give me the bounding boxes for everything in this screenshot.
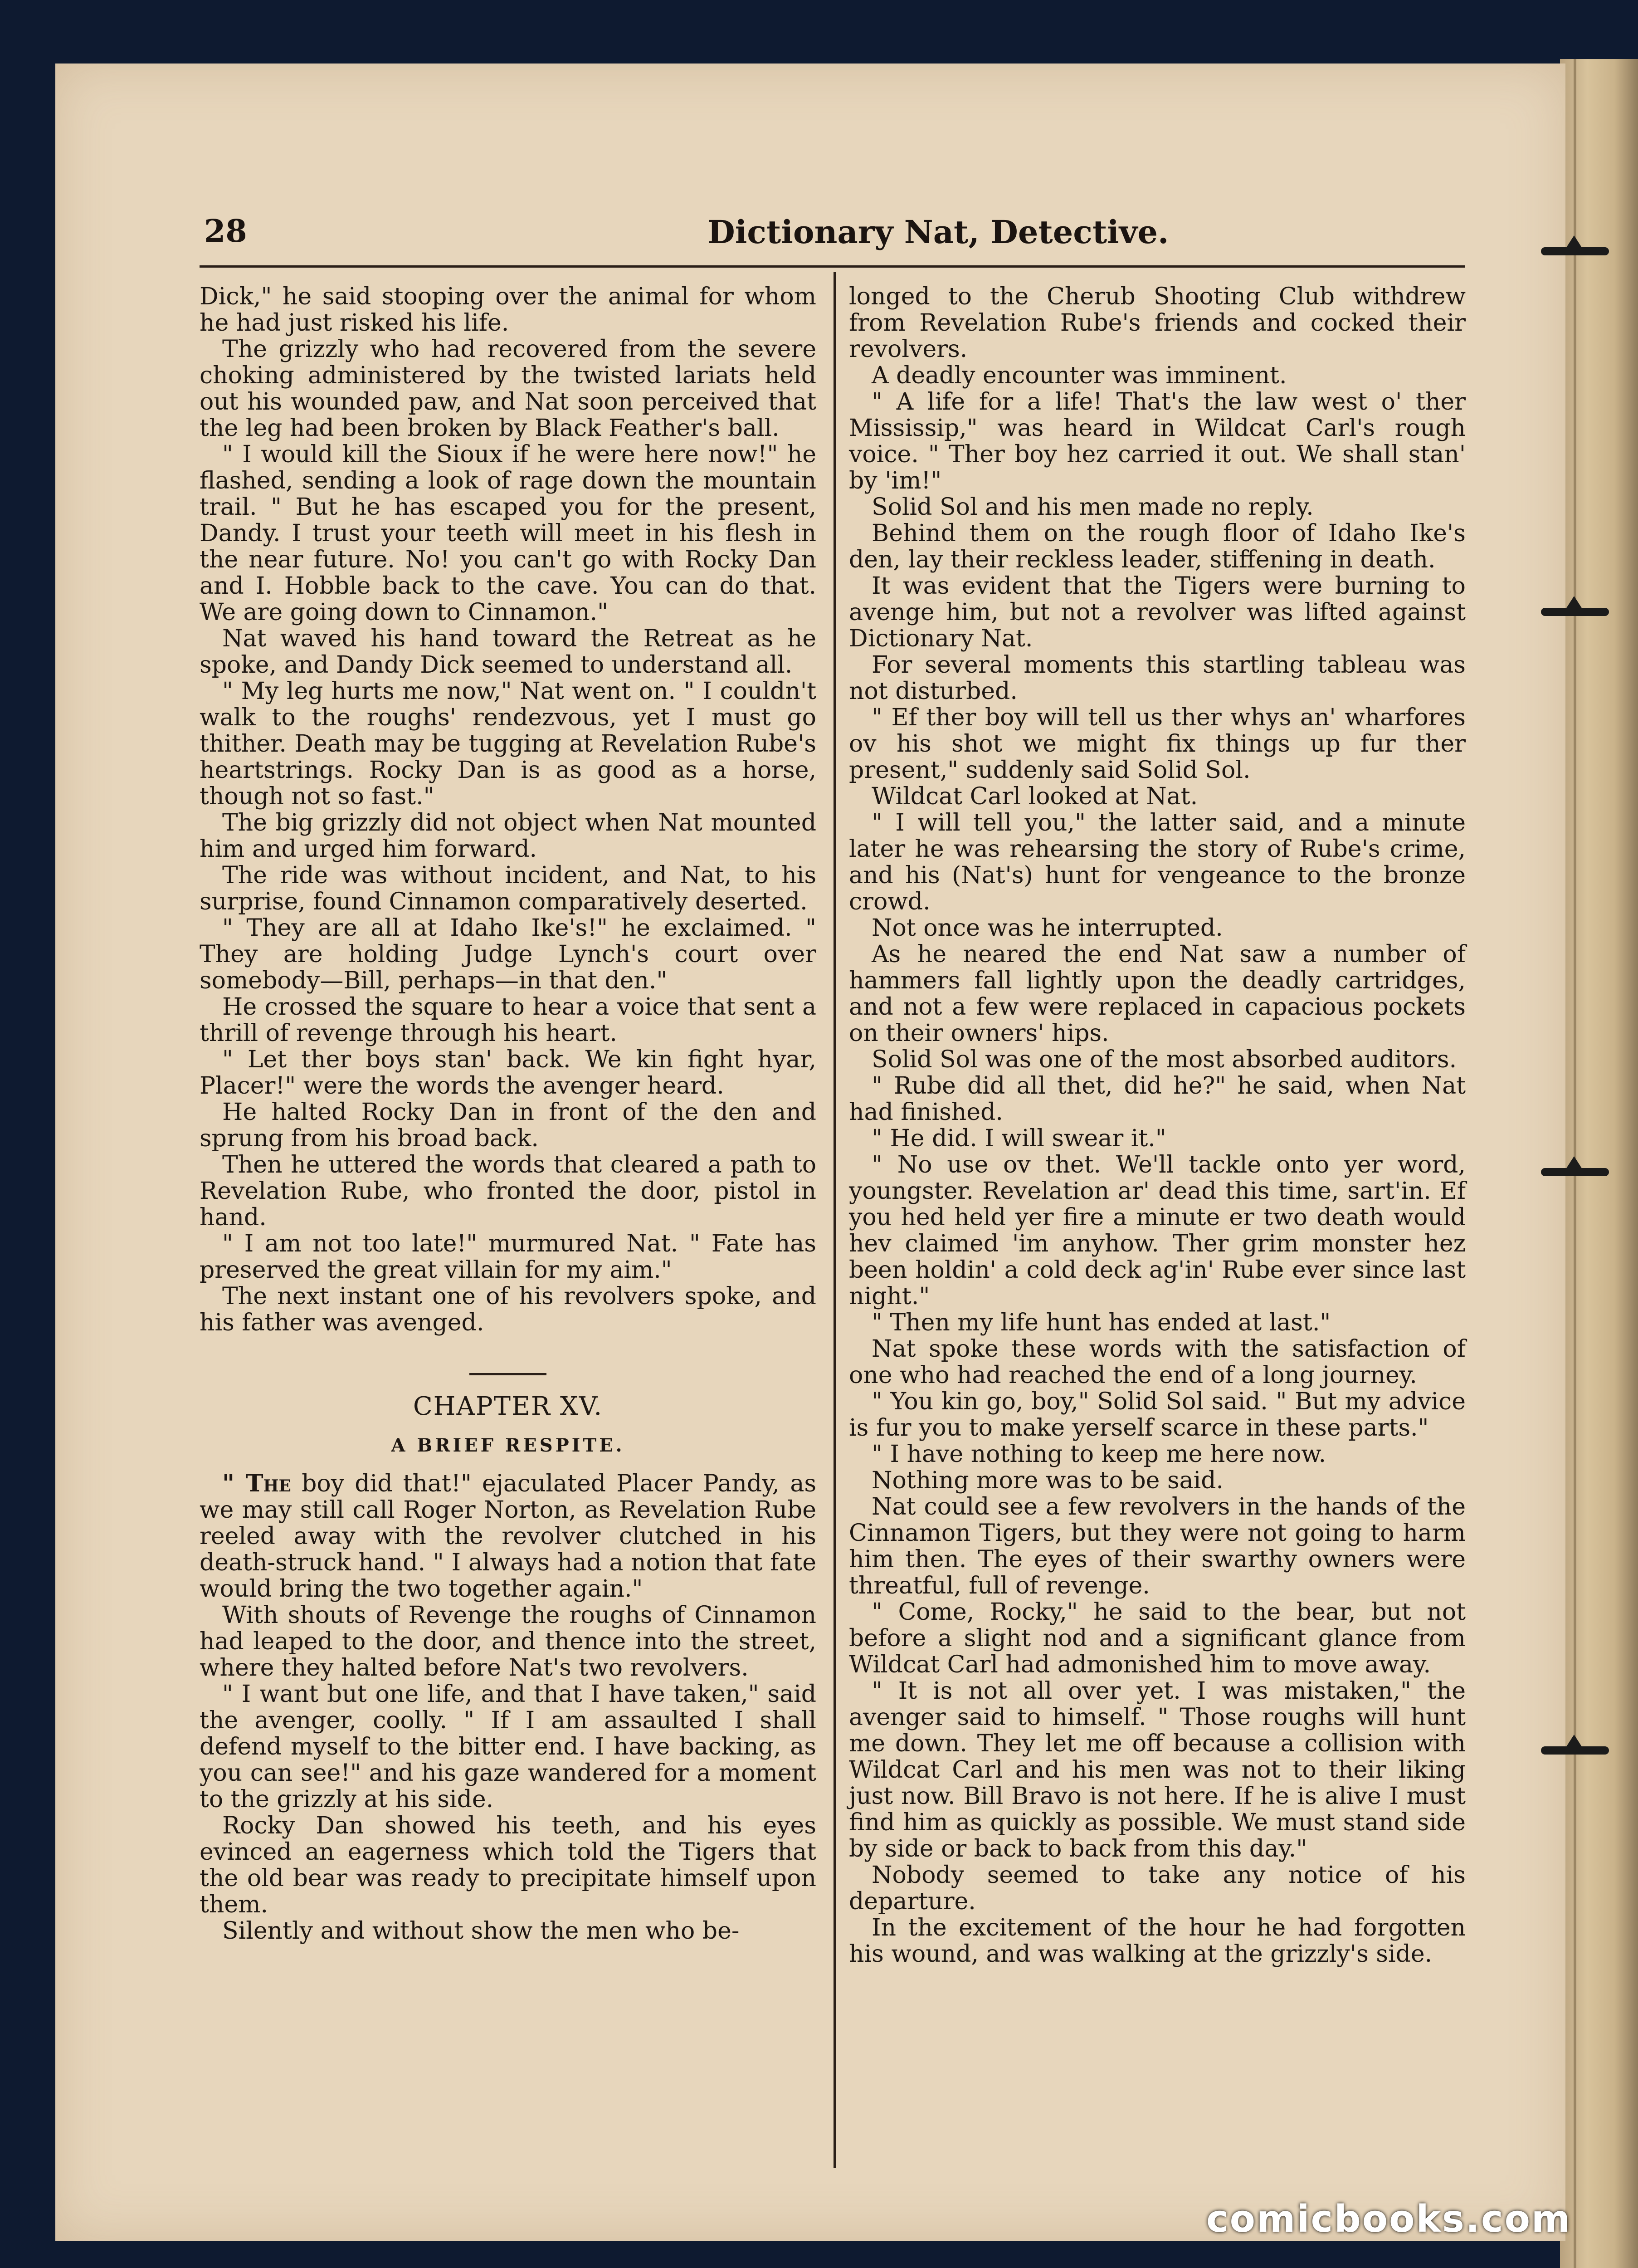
paragraph: It was evident that the Tigers were burning to avenge him, but not a revolver was lifted against Dictionary Nat.	[849, 572, 1466, 652]
paragraph: Solid Sol and his men made no reply.	[872, 494, 1314, 521]
paragraph: " No use ov thet. We'll tackle onto yer word, youngster. Revelation ar' dead this time, sart'in. Ef you hed held yer fire a minute er two death would hev claimed 'im anyhow. Ther grim monster hez been holdin' a cold deck ag'in' Rube ever since last night."	[849, 1151, 1466, 1310]
paragraph: Then he uttered the words that cleared a path to Revelation Rube, who fronted the door, pistol in hand.	[200, 1151, 816, 1231]
paragraph: Nat waved his hand toward the Retreat as he spoke, and Dandy Dick seemed to understand all.	[200, 625, 816, 679]
right-column	[849, 284, 1466, 1967]
continued-paragraph: longed to the Cherub Shooting Club withdrew from Revelation Rube's friends and cocked their revolvers.	[849, 283, 1466, 363]
chapter-opening-paragraph	[200, 1471, 816, 1602]
paragraph: Silently and without show the men who be-	[222, 1917, 740, 1945]
header-rule	[200, 265, 1465, 268]
paragraph: " It is not all over yet. I was mistaken," the avenger said to himself. " Those roughs will hunt me down. They let me off because a collision with Wildcat Carl and his men was not to their liking just now. Bill Bravo is not here. If he is alive I must find him as quickly as possible. We must stand side by side or back to back from this day."	[849, 1677, 1466, 1862]
paragraph: The big grizzly did not object when Nat mounted him and urged him forward.	[200, 809, 816, 863]
paragraph: He crossed the square to hear a voice that sent a thrill of revenge through his heart.	[200, 993, 816, 1047]
paragraph: " Rube did all thet, did he?" he said, when Nat had finished.	[849, 1072, 1466, 1126]
chapter-opening-text: boy did that!" ejaculated Placer Pandy, as we may still call Roger Norton, as Revelation Rube reeled away with the revolver clutched in his death-struck hand. " I always had a notion that fate would bring the two together again."	[200, 1470, 817, 1603]
paragraph: In the excitement of the hour he had forgotten his wound, and was walking at the grizzly's side.	[849, 1914, 1466, 1968]
paragraph: Nat spoke these words with the satisfaction of one who had reached the end of a long journey.	[849, 1335, 1466, 1389]
left-paragraphs-after	[200, 1602, 816, 1944]
page-number: 28	[204, 213, 247, 249]
paragraph: As he neared the end Nat saw a number of hammers fall lightly upon the deadly cartridges, and not a few were replaced in capacious pockets on their owners' hips.	[849, 941, 1466, 1047]
left-paragraphs-before	[200, 284, 816, 1336]
paragraph: " Then my life hunt has ended at last."	[872, 1309, 1331, 1336]
paragraph: With shouts of Revenge the roughs of Cinnamon had leaped to the door, and thence into the street, where they halted before Nat's two revolvers.	[200, 1602, 816, 1681]
watermark: comicbooks.com	[1206, 2198, 1572, 2241]
paragraph: Solid Sol was one of the most absorbed auditors.	[872, 1046, 1457, 1073]
paragraph: The ride was without incident, and Nat, to his surprise, found Cinnamon comparatively deserted.	[200, 862, 816, 915]
paragraph: " I would kill the Sioux if he were here now!" he flashed, sending a look of rage down the mountain trail. " But he has escaped you for the present, Dandy. I trust your teeth will meet in his flesh in the near future. No! you can't go with Rocky Dan and I. Hobble back to the cave. You can do that. We are going down to Cinnamon."	[200, 441, 816, 626]
paragraph: " I have nothing to keep me here now.	[872, 1441, 1326, 1468]
paragraph: " You kin go, boy," Solid Sol said. " But my advice is fur you to make yerself scarce in these parts."	[849, 1388, 1466, 1442]
paragraph: Behind them on the rough floor of Idaho Ike's den, lay their reckless leader, stiffening in death.	[849, 520, 1466, 573]
paragraph: Wildcat Carl looked at Nat.	[872, 783, 1198, 810]
binding-staple	[1541, 247, 1609, 255]
chapter-divider-rule	[469, 1373, 546, 1375]
paragraph: Nat could see a few revolvers in the hands of the Cinnamon Tigers, but they were not going to harm him then. The eyes of their swarthy owners were threatful, full of revenge.	[849, 1493, 1466, 1599]
column-divider	[834, 272, 836, 2168]
paragraph: A deadly encounter was imminent.	[872, 362, 1287, 389]
left-column	[200, 284, 816, 1944]
paragraph: He halted Rocky Dan in front of the den and sprung from his broad back.	[200, 1099, 816, 1152]
paragraph: The next instant one of his revolvers spoke, and his father was avenged.	[200, 1283, 816, 1336]
paragraph: Nobody seemed to take any notice of his departure.	[849, 1862, 1466, 1915]
paragraph: " Let ther boys stan' back. We kin fight hyar, Placer!" were the words the avenger heard.	[200, 1046, 816, 1100]
paragraph: " I will tell you," the latter said, and a minute later he was rehearsing the story of Rube's crime, and his (Nat's) hunt for vengeance to the bronze crowd.	[849, 809, 1466, 915]
page-header	[150, 204, 1497, 263]
paragraph: The grizzly who had recovered from the severe choking administered by the twisted lariats held out his wounded paw, and Nat soon perceived that the leg had been broken by Black Feather's ball.	[200, 336, 816, 442]
binding-staple	[1541, 1168, 1609, 1176]
paragraph: " Ef ther boy will tell us ther whys an' wharfores ov his shot we might fix things up fur ther present," suddenly said Solid Sol.	[849, 704, 1466, 784]
binding-staple	[1541, 1746, 1609, 1755]
paragraph: Dick," he said stooping over the animal for whom he had just risked his life.	[200, 283, 816, 337]
paragraph: Not once was he interrupted.	[872, 914, 1223, 942]
paragraph: " I want but one life, and that I have taken," said the avenger, coolly. " If I am assaulted I shall defend myself to the bitter end. I have backing, as you can see!" and his gaze wandered for a moment to the grizzly at his side.	[200, 1681, 816, 1813]
running-title: Dictionary Nat, Detective.	[707, 213, 1169, 251]
paragraph: Rocky Dan showed his teeth, and his eyes evinced an eagerness which told the Tigers that the old bear was ready to precipitate himself upon them.	[200, 1812, 816, 1918]
binding-staple	[1541, 608, 1609, 616]
chapter-opening-word: " The	[222, 1470, 291, 1497]
chapter-title: CHAPTER XV.	[413, 1392, 603, 1421]
paragraph: Nothing more was to be said.	[872, 1467, 1224, 1494]
paragraph: " They are all at Idaho Ike's!" he exclaimed. " They are holding Judge Lynch's court over somebody—Bill, perhaps—in that den."	[200, 914, 816, 994]
paragraph: " A life for a life! That's the law west o' ther Mississip," was heard in Wildcat Carl's rough voice. " Ther boy hez carried it out. We shall stan' by 'im!"	[849, 388, 1466, 494]
paragraph: " He did. I will swear it."	[872, 1125, 1166, 1152]
paragraph: For several moments this startling tableau was not disturbed.	[849, 651, 1466, 705]
chapter-subtitle: A BRIEF RESPITE.	[391, 1435, 625, 1456]
paragraph: " Come, Rocky," he said to the bear, but not before a slight nod and a significant glance from Wildcat Carl had admonished him to move away.	[849, 1598, 1466, 1678]
right-paragraphs	[849, 362, 1466, 1967]
paragraph: " My leg hurts me now," Nat went on. " I couldn't walk to the roughs' rendezvous, yet I must go thither. Death may be tugging at Revelation Rube's heartstrings. Rocky Dan is as good as a horse, though not so fast."	[200, 678, 816, 810]
paragraph: " I am not too late!" murmured Nat. " Fate has preserved the great villain for my aim."	[200, 1230, 816, 1284]
